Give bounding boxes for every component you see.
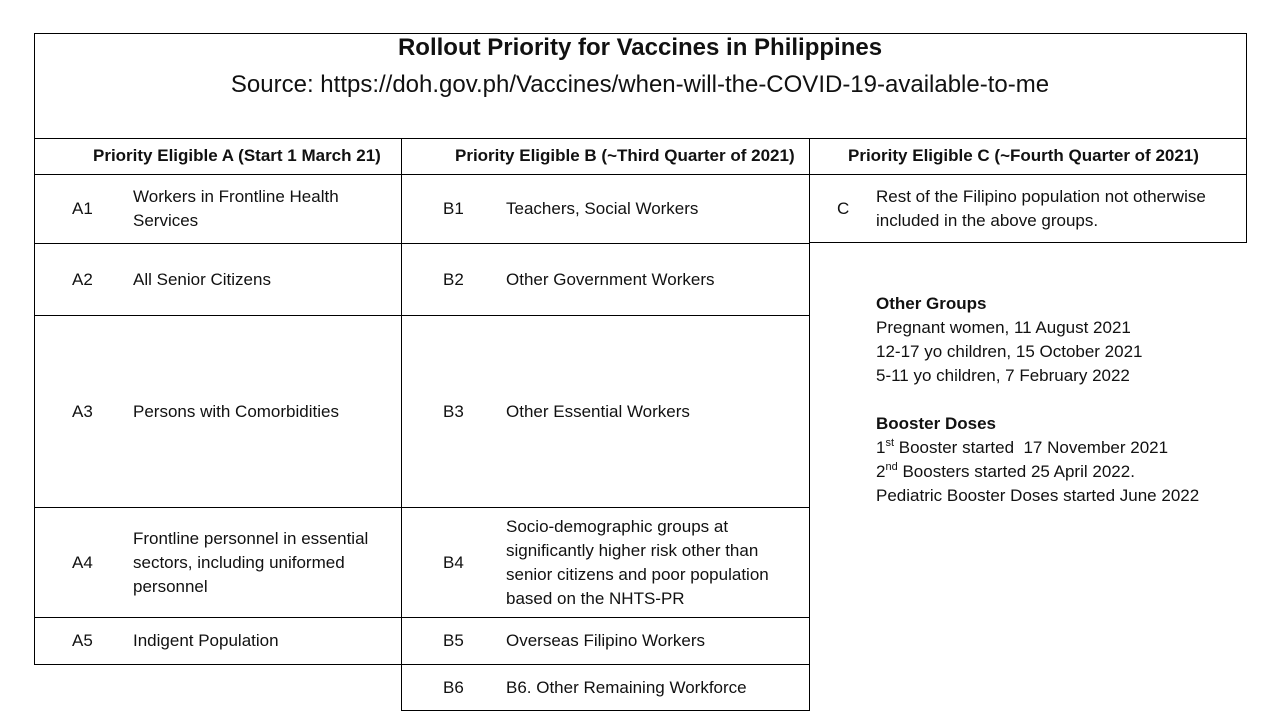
row-text-a4: Frontline personnel in essential sectors, including uniformed personnel — [133, 528, 369, 596]
row-code-a3: A3 — [72, 401, 93, 421]
booster-first-line — [876, 436, 1168, 460]
row-code-b3: B3 — [443, 401, 464, 421]
header-top-rule — [34, 138, 1247, 139]
column-header-c: Priority Eligible C (~Fourth Quarter of 2021) — [848, 146, 1199, 165]
row-code-b1: B1 — [443, 199, 464, 218]
other-groups-item: Pregnant women, 11 August 2021 — [876, 318, 1131, 337]
row-code-c: C — [837, 198, 850, 218]
column-header-b: Priority Eligible B (~Third Quarter of 2021) — [455, 146, 795, 165]
row-rule — [401, 710, 810, 711]
row-text-a5: Indigent Population — [133, 631, 279, 650]
row-text-c: Rest of the Filipino population not otherwise included in the above groups. — [876, 186, 1206, 230]
col-divider-bc — [809, 138, 810, 711]
col-divider-ab — [401, 138, 402, 711]
page-title: Rollout Priority for Vaccines in Philippines — [397, 34, 883, 61]
booster-second-text: Boosters started 25 April 2022. — [897, 462, 1135, 481]
booster-second-line — [876, 460, 1135, 484]
booster-heading: Booster Doses — [876, 414, 996, 433]
booster-second-ordinal: nd — [885, 461, 898, 473]
row-text-a1: Workers in Frontline Health Services — [133, 187, 339, 230]
row-text-a2: All Senior Citizens — [133, 269, 271, 289]
row-text-b4: Socio-demographic groups at significantly higher risk other than senior citizens and poor population based on the NHTS-PR — [506, 516, 769, 608]
row-code-a4: A4 — [72, 552, 93, 572]
other-groups-heading: Other Groups — [876, 294, 987, 313]
row-code-b4: B4 — [443, 552, 464, 572]
row-text-b3: Other Essential Workers — [506, 401, 690, 421]
col-a-left-rule — [34, 174, 35, 665]
row-code-a5: A5 — [72, 631, 93, 650]
booster-first-ordinal: st — [885, 437, 895, 449]
row-code-a2: A2 — [72, 269, 93, 289]
row-text-b5: Overseas Filipino Workers — [506, 631, 706, 650]
row-code-b6: B6 — [443, 677, 464, 697]
row-code-b2: B2 — [443, 269, 464, 289]
other-groups-item: 5-11 yo children, 7 February 2022 — [876, 366, 1130, 385]
booster-first-text: Booster started 17 November 2021 — [894, 438, 1169, 457]
row-code-a1: A1 — [72, 199, 93, 218]
row-rule — [809, 242, 1247, 243]
row-code-b5: B5 — [443, 631, 464, 650]
source-line: Source: https://doh.gov.ph/Vaccines/when-will-the-COVID-19-available-to-me — [230, 71, 1050, 98]
booster-second-number: 2 — [876, 462, 886, 481]
row-text-b6: B6. Other Remaining Workforce — [506, 677, 747, 697]
booster-pediatric-line: Pediatric Booster Doses started June 2022 — [876, 486, 1200, 505]
row-text-a3: Persons with Comorbidities — [133, 401, 339, 421]
row-text-b1: Teachers, Social Workers — [506, 199, 699, 218]
other-groups-item: 12-17 yo children, 15 October 2021 — [876, 342, 1143, 361]
column-header-a: Priority Eligible A (Start 1 March 21) — [93, 146, 381, 165]
row-text-b2: Other Government Workers — [506, 269, 715, 289]
booster-first-number: 1 — [876, 438, 886, 457]
